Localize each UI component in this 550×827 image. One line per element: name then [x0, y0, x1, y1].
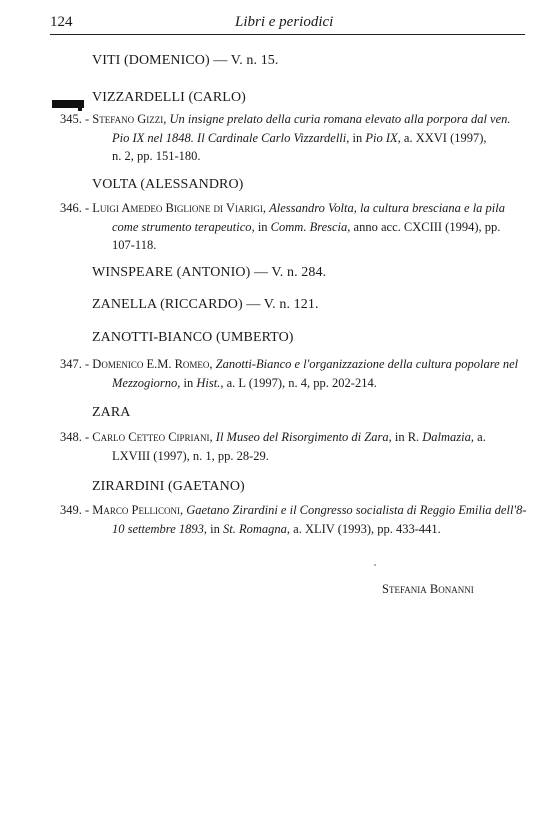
- entry-number: 349. -: [60, 503, 93, 517]
- entry-title-cont: come strumento terapeutico: [112, 219, 252, 234]
- author-signature: Stefania Bonanni: [382, 582, 474, 596]
- ink-mark: [52, 100, 84, 108]
- entry-number: 348. -: [60, 430, 93, 444]
- heading-viti: VITI (DOMENICO) — V. n. 15.: [92, 53, 279, 68]
- entry-details: , a. L (1997), n. 4, pp. 202-214.: [220, 375, 377, 390]
- heading-zara: ZARA: [92, 405, 131, 420]
- entry-details: , a. XXVI (1997),: [397, 130, 487, 145]
- entry-title: Il Museo del Risorgimento di Zara: [215, 430, 389, 444]
- entry-journal: Hist.: [196, 375, 221, 390]
- heading-zanella: ZANELLA (RICCARDO) — V. n. 121.: [92, 297, 319, 312]
- stray-dot: [374, 564, 376, 566]
- entry-details: , a.: [470, 430, 486, 444]
- entry-title: Alessandro Volta, la cultura bresciana e la pila: [269, 201, 506, 215]
- page-number: 124: [50, 14, 73, 30]
- header-rule: [50, 34, 525, 35]
- entry-345: 345. - Stefano Gizzi, Un insigne prelato della curia romana elevato alla porpora dal ven. Pio IX nel 1848. Il Cardinale Carlo Vizzardelli, in Pio IX, a. XXVI (1997), n. 2, pp. 151-180.: [60, 110, 530, 166]
- entry-details: , anno acc. CXCIII (1994), pp.: [347, 219, 501, 234]
- heading-vizzardelli: VIZZARDELLI (CARLO): [92, 90, 246, 105]
- entry-348: 348. - Carlo Cetteo Cipriani, Il Museo del Risorgimento di Zara, in R. Dalmazia, a. LXVIII (1997), n. 1, pp. 28-29.: [60, 428, 530, 465]
- entry-346: 346. - Luigi Amedeo Biglione di Viarigi, Alessandro Volta, la cultura bresciana e la pila come strumento terapeutico, in Comm. Brescia, anno acc. CXCIII (1994), pp. 107-118.: [60, 199, 530, 255]
- entry-title-cont: 10 settembre 1893: [112, 521, 204, 536]
- entry-author: Domenico E.M. Romeo: [92, 357, 210, 371]
- entry-title: Gaetano Zirardini e il Congresso socialista di Reggio Emilia dell'8-: [186, 503, 527, 517]
- entry-author: Carlo Cetteo Cipriani: [92, 430, 210, 444]
- entry-details-cont: n. 2, pp. 151-180.: [112, 149, 201, 163]
- entry-349: 349. - Marco Pelliconi, Gaetano Zirardini e il Congresso socialista di Reggio Emilia dell'8- 10 settembre 1893, in St. Romagna, a. XLIV (1993), pp. 433-441.: [60, 503, 527, 536]
- entry-journal: St. Romagna: [223, 521, 287, 536]
- heading-volta: VOLTA (ALESSANDRO): [92, 177, 244, 192]
- entry-title: Zanotti-Bianco e l'organizzazione della cultura popolare nel: [215, 357, 519, 371]
- entry-details: , a. XLIV (1993), pp. 433-441.: [286, 521, 441, 536]
- running-title: Libri e periodici: [235, 14, 334, 30]
- entry-details-cont: LXVIII (1997), n. 1, pp. 28-29.: [112, 448, 269, 463]
- entry-journal: Comm. Brescia: [270, 219, 348, 234]
- heading-zirardini: ZIRARDINI (GAETANO): [92, 479, 245, 494]
- entry-title-cont: Mezzogiorno: [112, 375, 178, 390]
- entry-number: 345. -: [60, 112, 93, 126]
- entry-number: 346. -: [60, 201, 93, 215]
- entry-journal: Pio IX: [365, 130, 398, 145]
- entry-author: Luigi Amedeo Biglione di Viarigi: [92, 201, 263, 215]
- entry-details-cont: 107-118.: [112, 238, 157, 252]
- entry-title: Un insigne prelato della curia romana elevato alla porpora dal ven.: [169, 112, 511, 126]
- entry-title-cont: Pio IX nel 1848. Il Cardinale Carlo Vizzardelli: [112, 130, 347, 145]
- entry-347: 347. - Domenico E.M. Romeo, Zanotti-Bianco e l'organizzazione della cultura popolare nel Mezzogiorno, in Hist., a. L (1997), n. 4, pp. 202-214.: [60, 357, 519, 390]
- entry-number: 347. -: [60, 357, 93, 371]
- entry-author: Stefano Gizzi: [92, 112, 164, 126]
- entry-author: Marco Pelliconi: [92, 503, 180, 517]
- entry-journal: Dalmazia: [422, 430, 471, 444]
- heading-winspeare: WINSPEARE (ANTONIO) — V. n. 284.: [92, 265, 327, 280]
- heading-zanotti-bianco: ZANOTTI-BIANCO (UMBERTO): [92, 330, 294, 345]
